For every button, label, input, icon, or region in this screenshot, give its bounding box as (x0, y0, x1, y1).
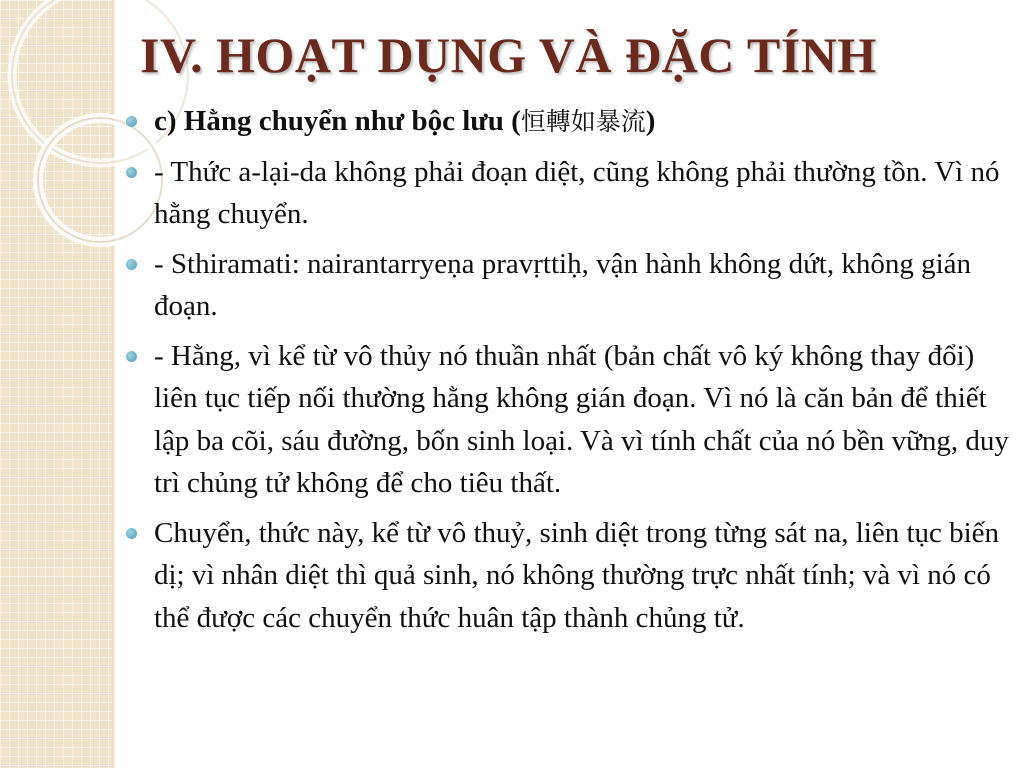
bullet-dot-icon (126, 116, 137, 127)
bullet-item (120, 512, 1010, 640)
bullet-dot-icon (126, 167, 137, 178)
bullet-list (120, 100, 1010, 646)
bullet-heading-suffix: ) (645, 105, 656, 137)
bullet-item (120, 151, 1010, 236)
bullet-heading-text: c) Hằng chuyển như bộc lưu ( (154, 105, 521, 137)
bullet-dot-icon (126, 351, 137, 362)
bullet-item (120, 100, 1010, 144)
bullet-item (120, 243, 1010, 328)
bullet-heading-cjk: 恒轉如暴流 (520, 107, 646, 136)
bullet-text: - Thức a-lại-da không phải đoạn diệt, cũng không phải thường tồn. Vì nó hằng chuyển. (154, 155, 1000, 230)
bullet-dot-icon (126, 528, 137, 539)
bullet-text: Chuyển, thức này, kể từ vô thuỷ, sinh diệt trong từng sát na, liên tục biến dị; vì nhân diệt thì quả sinh, nó không thường trực nhất tính; và vì nó có thể được các chuyển thức huân tập thành chủng tử. (154, 516, 1000, 634)
bullet-item (120, 335, 1010, 505)
bullet-text: - Hằng, vì kể từ vô thủy nó thuần nhất (bản chất vô ký không thay đổi) liên tục tiếp nối thường hằng không gián đoạn. Vì nó là căn bản để thiết lập ba cõi, sáu đường, bốn sinh loại. Và vì tính chất của nó bền vững, duy trì chủng tử không để cho tiêu thất. (154, 339, 1009, 499)
bullet-dot-icon (126, 259, 137, 270)
bullet-text: - Sthiramati: nairantarryeṇa pravṛttiḥ, vận hành không dứt, không gián đoạn. (154, 247, 972, 322)
slide-title: IV. HOẠT DỤNG VÀ ĐẶC TÍNH (140, 27, 877, 83)
